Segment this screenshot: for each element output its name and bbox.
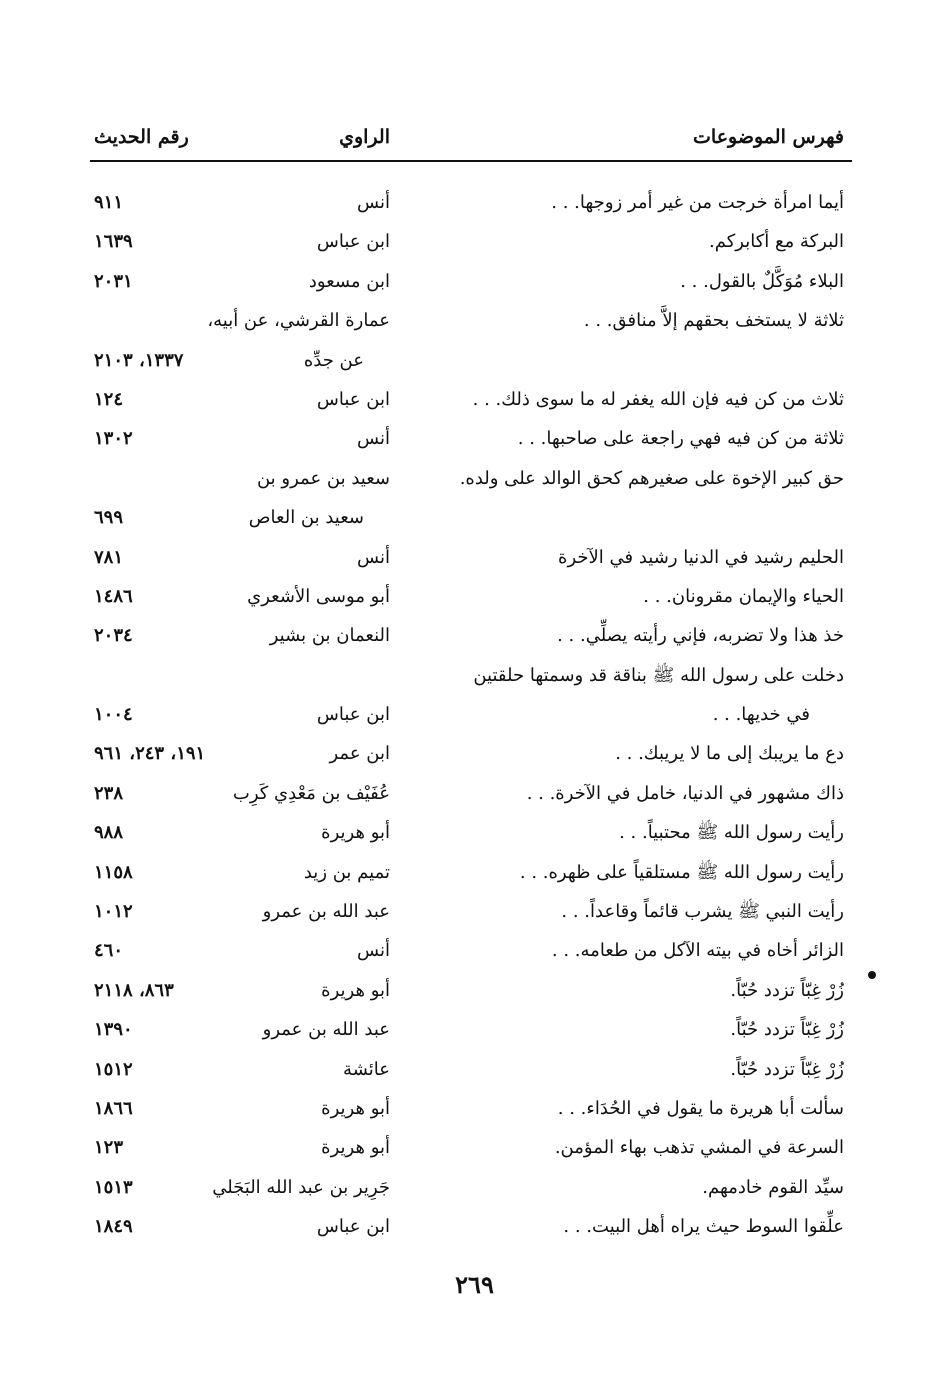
row-topic: ثلاثة من كن فيه فهي راجعة على صاحبها. . .	[517, 428, 844, 450]
table-row	[90, 1010, 850, 1049]
row-topic: خذ هذا ولا تضربه، فإني رأيته يصلِّي. . .	[557, 625, 844, 647]
row-narrator: أنس	[357, 192, 390, 213]
page-number: ٢٦٩	[455, 1270, 494, 1299]
row-narrator: أنس	[357, 940, 390, 962]
row-hadith-number: ٢٠٣٤	[94, 625, 133, 647]
row-hadith-number: ١٩١، ٢٤٣، ٩٦١	[94, 743, 206, 765]
row-narrator: ابن مسعود	[308, 270, 390, 292]
table-row	[90, 1128, 850, 1167]
row-topic: رأيت رسول الله ﷺ مستلقياً على ظهره. . .	[519, 861, 844, 883]
row-topic: رأيت رسول الله ﷺ محتبياً. . .	[619, 822, 844, 844]
row-topic: ثلاثة لا يستخف بحقهم إلاَّ منافق. . .	[583, 310, 844, 332]
row-hadith-number: ٦٩٩	[94, 507, 124, 529]
row-narrator: عائشة	[343, 1058, 390, 1080]
row-hadith-number: ١١٥٨	[94, 861, 133, 883]
row-hadith-number: ٩٨٨	[94, 822, 124, 844]
row-narrator: أبو هريرة	[321, 1137, 390, 1159]
row-topic: زُرْ غِبّاً تزدد حُبّاً.	[730, 979, 844, 1001]
row-topic: دع ما يريبك إلى ما لا يريبك. . .	[615, 743, 844, 765]
table-row	[90, 695, 850, 734]
row-narrator: سعيد بن العاص	[248, 507, 364, 529]
row-topic: ذاك مشهور في الدنيا، خامل في الآخرة. . .	[526, 782, 844, 804]
row-hadith-number: ٧٨١	[94, 546, 124, 568]
row-topic: الحياء والإيمان مقرونان. . .	[643, 585, 844, 607]
row-topic: سألت أبا هريرة ما يقول في الحُدَاء. . .	[557, 1097, 844, 1119]
table-row	[90, 262, 850, 301]
row-narrator: عن جدِّه	[303, 349, 364, 371]
table-row	[90, 774, 850, 813]
table-row	[90, 341, 850, 380]
row-narrator: عبد الله بن عمرو	[262, 1019, 390, 1041]
row-topic: البلاء مُوَكَّلٌ بالقول. . .	[680, 270, 844, 292]
row-hadith-number: ١٤٨٦	[94, 585, 133, 607]
row-narrator: أبو هريرة	[321, 979, 390, 1001]
row-topic: أيما امرأة خرجت من غير أمر زوجها. . .	[551, 192, 844, 213]
row-topic: البركة مع أكابركم.	[709, 231, 844, 253]
row-topic: ثلاث من كن فيه فإن الله يغفر له ما سوى ذلك. . .	[472, 388, 844, 410]
row-hadith-number: ١٢٤	[94, 388, 124, 410]
row-hadith-number: ١٣٣٧، ٢١٠٣	[94, 349, 184, 371]
row-topic: السرعة في المشي تذهب بهاء المؤمن.	[554, 1137, 844, 1159]
row-hadith-number: ١٢٣	[94, 1137, 124, 1159]
row-narrator: النعمان بن بشير	[269, 625, 390, 647]
row-topic: دخلت على رسول الله ﷺ بناقة قد وسمتها حلقتين	[473, 664, 844, 686]
table-row	[90, 616, 850, 655]
table-row	[90, 1050, 850, 1089]
row-hadith-number: ١٦٣٩	[94, 231, 133, 253]
table-row	[90, 459, 850, 498]
row-narrator: جَرِير بن عبد الله البَجَلي	[212, 1176, 390, 1198]
table-row	[90, 183, 850, 222]
header-narrator: الراوي	[339, 126, 390, 148]
header-topic: فهرس الموضوعات	[693, 126, 844, 148]
table-row	[90, 1168, 850, 1207]
row-narrator: أنس	[357, 546, 390, 568]
header-hadith-number: رقم الحديث	[94, 126, 189, 148]
row-topic: في خديها. . .	[712, 704, 810, 726]
row-narrator: أنس	[357, 428, 390, 450]
row-narrator: أبو هريرة	[321, 822, 390, 844]
table-row	[90, 538, 850, 577]
row-topic: حق كبير الإخوة على صغيرهم كحق الوالد على ولده.	[459, 467, 844, 489]
row-topic: الزائر أخاه في بيته الآكل من طعامه. . .	[551, 940, 844, 962]
table-row	[90, 892, 850, 931]
index-list	[90, 183, 850, 1247]
row-hadith-number: ٢٣٨	[94, 782, 124, 804]
table-row	[90, 656, 850, 695]
row-hadith-number: ١٨٤٩	[94, 1216, 133, 1238]
table-row	[90, 419, 850, 458]
row-hadith-number: ١٠٠٤	[94, 704, 133, 726]
table-row	[90, 301, 850, 340]
table-row	[90, 734, 850, 773]
row-topic: الحليم رشيد في الدنيا رشيد في الآخرة	[558, 546, 844, 568]
table-row	[90, 853, 850, 892]
row-narrator: تميم بن زيد	[303, 861, 390, 883]
row-topic: علِّقوا السوط حيث يراه أهل البيت. . .	[563, 1216, 844, 1238]
row-narrator: عبد الله بن عمرو	[262, 901, 390, 923]
header-divider	[90, 160, 852, 162]
table-row	[90, 813, 850, 852]
row-narrator: ابن عباس	[316, 231, 390, 253]
row-hadith-number: ٩١١	[94, 192, 124, 213]
row-hadith-number: ١٥١٢	[94, 1058, 133, 1080]
table-row	[90, 931, 850, 970]
row-hadith-number: ١٠١٢	[94, 901, 133, 923]
row-topic: زُرْ غِبّاً تزدد حُبّاً.	[730, 1058, 844, 1080]
row-topic: سيِّد القوم خادمهم.	[702, 1176, 844, 1198]
row-narrator: ابن عباس	[316, 388, 390, 410]
row-topic: رأيت النبي ﷺ يشرب قائماً وقاعداً. . .	[561, 901, 844, 923]
row-narrator: ابن عمر	[329, 743, 390, 765]
table-row	[90, 971, 850, 1010]
table-row	[90, 498, 850, 537]
bullet-mark	[868, 971, 876, 979]
table-row	[90, 1089, 850, 1128]
row-narrator: عمارة القرشي، عن أبيه،	[207, 310, 390, 332]
row-hadith-number: ٢٠٣١	[94, 270, 133, 292]
table-row	[90, 577, 850, 616]
row-narrator: أبو موسى الأشعري	[247, 585, 390, 607]
table-row	[90, 1207, 850, 1246]
row-hadith-number: ١٨٦٦	[94, 1097, 133, 1119]
table-header	[90, 124, 850, 164]
row-narrator: سعيد بن عمرو بن	[256, 467, 390, 489]
row-hadith-number: ١٣٠٢	[94, 428, 133, 450]
table-row	[90, 222, 850, 261]
row-topic: زُرْ غِبّاً تزدد حُبّاً.	[730, 1019, 844, 1041]
row-narrator: ابن عباس	[316, 704, 390, 726]
table-row	[90, 380, 850, 419]
row-hadith-number: ١٥١٣	[94, 1176, 133, 1198]
row-narrator: ابن عباس	[316, 1216, 390, 1238]
row-narrator: أبو هريرة	[321, 1097, 390, 1119]
row-hadith-number: ٤٦٠	[94, 940, 124, 962]
row-narrator: عُفَيْف بن مَعْدِي كَرِب	[232, 782, 390, 804]
row-hadith-number: ١٣٩٠	[94, 1019, 133, 1041]
row-hadith-number: ٨٦٣، ٢١١٨	[94, 979, 174, 1001]
